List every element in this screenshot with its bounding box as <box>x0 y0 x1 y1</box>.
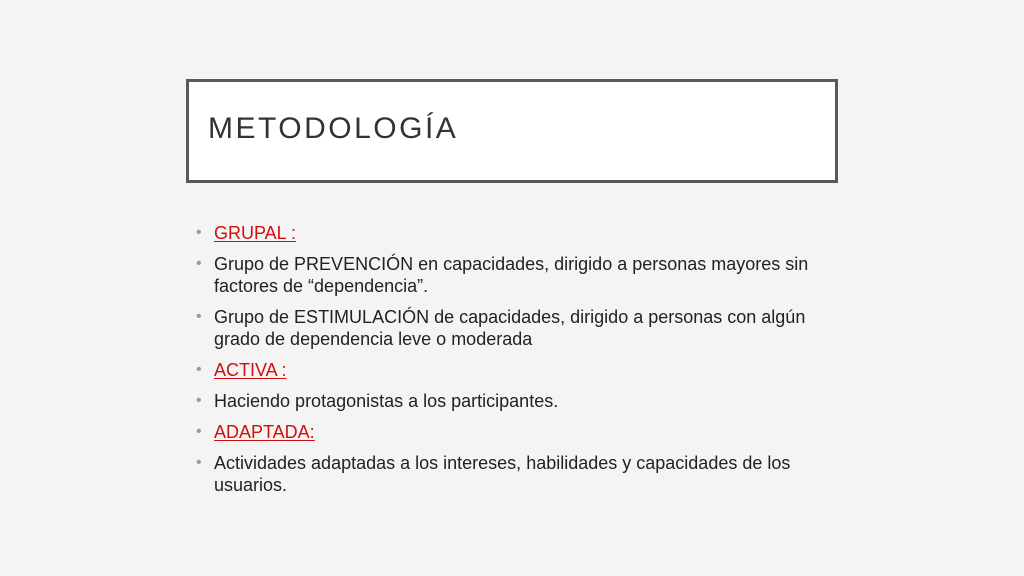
bullet-dot-icon: • <box>196 392 202 409</box>
bullet-text: Grupo de ESTIMULACIÓN de capacidades, dirigido a personas con algún grado de dependencia leve o moderada <box>214 307 806 349</box>
bullet-text: Actividades adaptadas a los intereses, habilidades y capacidades de los usuarios. <box>214 453 791 495</box>
bullet-text: Grupo de PREVENCIÓN en capacidades, dirigido a personas mayores sin factores de “dependencia”. <box>214 254 809 296</box>
bullet-text: GRUPAL : <box>214 223 297 243</box>
bullet-list <box>190 222 830 505</box>
bullet-item-prevencion <box>190 253 830 297</box>
bullet-dot-icon: • <box>196 361 202 378</box>
bullet-dot-icon: • <box>196 308 202 325</box>
bullet-text: ADAPTADA: <box>214 422 315 442</box>
bullet-dot-icon: • <box>196 423 202 440</box>
bullet-item-grupal <box>190 222 830 244</box>
bullet-dot-icon: • <box>196 224 202 241</box>
bullet-dot-icon: • <box>196 454 202 471</box>
bullet-item-protagonistas <box>190 390 830 412</box>
bullet-item-activa <box>190 359 830 381</box>
slide-title: METODOLOGÍA <box>208 112 459 145</box>
bullet-text: Haciendo protagonistas a los participantes. <box>214 391 559 411</box>
bullet-item-estimulacion <box>190 306 830 350</box>
bullet-text: ACTIVA : <box>214 360 287 380</box>
bullet-item-adaptada <box>190 421 830 443</box>
bullet-item-actividades <box>190 452 830 496</box>
bullet-dot-icon: • <box>196 255 202 272</box>
